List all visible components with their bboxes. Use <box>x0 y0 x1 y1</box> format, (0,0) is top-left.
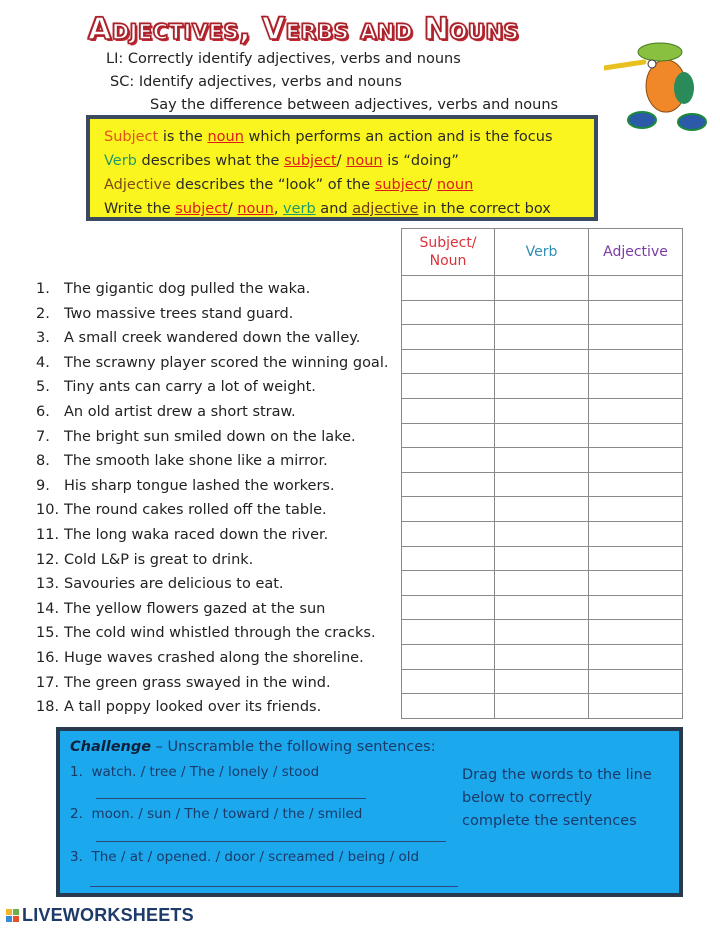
sentence-item <box>36 671 388 696</box>
sentence-item <box>36 326 388 351</box>
scramble-item-3[interactable] <box>70 849 419 865</box>
sentence-text: The round cakes rolled off the table. <box>64 502 327 519</box>
answer-cell-subject-noun[interactable] <box>402 349 495 374</box>
definition-verb <box>104 149 580 173</box>
answer-cell-verb[interactable] <box>495 644 589 669</box>
challenge-instructions: Drag the words to the line below to correctly complete the sentences <box>462 767 652 829</box>
scrambled-words[interactable]: The / at / opened. / door / screamed / being / old <box>91 849 420 865</box>
answer-cell-adjective[interactable] <box>589 423 683 448</box>
answer-cell-verb[interactable] <box>495 472 589 497</box>
text: / <box>427 177 437 193</box>
noun-term: noun <box>207 129 244 145</box>
answer-cell-subject-noun[interactable] <box>402 448 495 473</box>
success-criteria: SC: Identify adjectives, verbs and nouns <box>110 74 402 90</box>
sentence-number: 5. <box>36 379 50 396</box>
sentence-item <box>36 425 388 450</box>
sentence-number: 16. <box>36 649 60 666</box>
answer-cell-subject-noun[interactable] <box>402 571 495 596</box>
sentence-text: A small creek wandered down the valley. <box>64 330 361 347</box>
answer-row <box>402 448 683 473</box>
text: and <box>315 201 353 217</box>
text: / <box>336 153 347 169</box>
text: is “doing” <box>382 153 459 169</box>
verb-term: Verb <box>104 153 137 169</box>
answer-cell-verb[interactable] <box>495 571 589 596</box>
answer-cell-adjective[interactable] <box>589 546 683 571</box>
sentence-number: 12. <box>36 551 60 568</box>
sentence-item <box>36 597 388 622</box>
scrambled-words[interactable]: watch. / tree / The / lonely / stood <box>91 764 320 780</box>
answer-row <box>402 521 683 546</box>
answer-cell-adjective[interactable] <box>589 669 683 694</box>
sentence-number: 15. <box>36 625 60 642</box>
answer-row <box>402 644 683 669</box>
sentence-text: His sharp tongue lashed the workers. <box>64 477 335 494</box>
answer-cell-adjective[interactable] <box>589 300 683 325</box>
sentence-item <box>36 351 388 376</box>
item-number: 1. <box>70 764 83 780</box>
sentence-text: The green grass swayed in the wind. <box>64 674 331 691</box>
answer-cell-subject-noun[interactable] <box>402 497 495 522</box>
answer-cell-adjective[interactable] <box>589 276 683 301</box>
answer-cell-subject-noun[interactable] <box>402 595 495 620</box>
scramble-item-2[interactable] <box>70 806 362 822</box>
answer-cell-subject-noun[interactable] <box>402 546 495 571</box>
answer-cell-subject-noun[interactable] <box>402 620 495 645</box>
learning-intention: LI: Correctly identify adjectives, verbs and nouns <box>106 51 461 67</box>
answer-cell-verb[interactable] <box>495 349 589 374</box>
sentence-item <box>36 474 388 499</box>
answer-cell-adjective[interactable] <box>589 571 683 596</box>
answer-cell-subject-noun[interactable] <box>402 276 495 301</box>
answer-drop-line-2[interactable] <box>96 841 446 842</box>
sentence-number: 13. <box>36 576 60 593</box>
sentence-number: 3. <box>36 330 50 347</box>
text: describes the “look” of the <box>171 177 375 193</box>
answer-cell-adjective[interactable] <box>589 644 683 669</box>
answer-cell-adjective[interactable] <box>589 694 683 719</box>
brand-name: LIVEWORKSHEETS <box>22 905 194 925</box>
answer-row <box>402 276 683 301</box>
answer-cell-verb[interactable] <box>495 620 589 645</box>
sentence-item <box>36 621 388 646</box>
answer-row <box>402 620 683 645</box>
answer-cell-adjective[interactable] <box>589 325 683 350</box>
answer-cell-subject-noun[interactable] <box>402 669 495 694</box>
header-subject-noun: Subject/ Noun <box>402 229 495 276</box>
answer-cell-adjective[interactable] <box>589 374 683 399</box>
sentence-text: The gigantic dog pulled the waka. <box>64 281 311 297</box>
answer-cell-verb[interactable] <box>495 497 589 522</box>
definition-adjective <box>104 173 580 197</box>
definition-subject <box>104 125 580 149</box>
answer-row <box>402 472 683 497</box>
header-adjective: Adjective <box>589 229 683 276</box>
sentence-number: 18. <box>36 699 60 716</box>
sentence-item <box>36 572 388 597</box>
answer-cell-verb[interactable] <box>495 595 589 620</box>
sentence-list <box>36 277 388 720</box>
noun-term: noun <box>436 177 474 193</box>
sentence-number: 6. <box>36 403 50 420</box>
answer-row <box>402 595 683 620</box>
answer-cell-verb[interactable] <box>495 300 589 325</box>
subject-term: subject <box>284 153 337 169</box>
sentence-item <box>36 523 388 548</box>
answer-row <box>402 497 683 522</box>
sentence-number: 8. <box>36 453 50 470</box>
answer-cell-verb[interactable] <box>495 325 589 350</box>
challenge-label: Challenge <box>70 739 152 755</box>
sentence-text: The long waka raced down the river. <box>64 526 329 543</box>
sentence-item <box>36 400 388 425</box>
kiwi-mascot-icon <box>604 38 714 133</box>
verb-term: verb <box>283 201 316 217</box>
subject-term: Subject <box>104 129 159 145</box>
answer-cell-verb[interactable] <box>495 374 589 399</box>
answer-row <box>402 423 683 448</box>
answer-cell-subject-noun[interactable] <box>402 694 495 719</box>
answer-cell-subject-noun[interactable] <box>402 398 495 423</box>
answer-cell-verb[interactable] <box>495 546 589 571</box>
noun-term: noun <box>237 201 274 217</box>
text: describes what the <box>136 153 285 169</box>
answer-cell-verb[interactable] <box>495 423 589 448</box>
scrambled-words[interactable]: moon. / sun / The / toward / the / smiled <box>91 806 363 822</box>
answer-row <box>402 694 683 719</box>
challenge-box <box>56 727 683 897</box>
answer-cell-subject-noun[interactable] <box>402 521 495 546</box>
answer-drop-line-1[interactable] <box>96 798 366 799</box>
sentence-text: Cold L&P is great to drink. <box>64 551 254 568</box>
item-number: 2. <box>70 806 83 822</box>
sentence-text: Huge waves crashed along the shoreline. <box>64 649 364 666</box>
answer-cell-adjective[interactable] <box>589 398 683 423</box>
scramble-item-1[interactable] <box>70 764 319 780</box>
answer-cell-adjective[interactable] <box>589 595 683 620</box>
header-verb: Verb <box>495 229 589 276</box>
adjective-term: adjective <box>352 201 419 217</box>
logo-grid-icon <box>6 909 19 922</box>
answer-row <box>402 300 683 325</box>
answer-row <box>402 325 683 350</box>
text: is the <box>158 129 208 145</box>
sentence-number: 1. <box>36 281 50 297</box>
answer-cell-subject-noun[interactable] <box>402 325 495 350</box>
sentence-number: 10. <box>36 502 60 519</box>
sentence-text: An old artist drew a short straw. <box>64 403 296 420</box>
sentence-item <box>36 498 388 523</box>
answer-cell-adjective[interactable] <box>589 521 683 546</box>
item-number: 3. <box>70 849 83 865</box>
sentence-text: Savouries are delicious to eat. <box>64 576 284 593</box>
sentence-text: The scrawny player scored the winning goal. <box>64 354 389 371</box>
answer-cell-adjective[interactable] <box>589 472 683 497</box>
answer-cell-adjective[interactable] <box>589 620 683 645</box>
sentence-number: 4. <box>36 354 50 371</box>
answer-row <box>402 546 683 571</box>
sentence-item <box>36 302 388 327</box>
answer-cell-verb[interactable] <box>495 694 589 719</box>
subject-term: subject <box>175 201 228 217</box>
answer-cell-subject-noun[interactable] <box>402 472 495 497</box>
sentence-text: The bright sun smiled down on the lake. <box>64 428 356 445</box>
success-criteria-2: Say the difference between adjectives, verbs and nouns <box>150 97 559 113</box>
answer-cell-adjective[interactable] <box>589 349 683 374</box>
sentence-text: Tiny ants can carry a lot of weight. <box>64 379 316 396</box>
answer-cell-verb[interactable] <box>495 669 589 694</box>
sentence-text: A tall poppy looked over its friends. <box>64 699 322 716</box>
answer-row <box>402 669 683 694</box>
subject-term: subject <box>374 177 428 193</box>
answer-cell-subject-noun[interactable] <box>402 374 495 399</box>
definition-instruction <box>104 197 580 221</box>
sentence-item <box>36 646 388 671</box>
answer-cell-verb[interactable] <box>495 276 589 301</box>
worksheet-title: Adjectives, Verbs and Nouns <box>88 12 520 47</box>
answer-cell-verb[interactable] <box>495 521 589 546</box>
sentence-number: 14. <box>36 600 60 617</box>
sentence-number: 9. <box>36 477 50 494</box>
challenge-title: – Unscramble the following sentences: <box>151 739 436 755</box>
noun-term: noun <box>346 153 383 169</box>
sentence-text: The cold wind whistled through the cracks. <box>64 625 376 642</box>
text: Write the <box>104 201 176 217</box>
sentence-text: The yellow flowers gazed at the sun <box>64 600 326 617</box>
answer-row <box>402 398 683 423</box>
answer-row <box>402 349 683 374</box>
sentence-number: 7. <box>36 428 50 445</box>
sentence-item <box>36 277 388 302</box>
answer-cell-verb[interactable] <box>495 448 589 473</box>
sentence-number: 11. <box>36 526 60 543</box>
text: , <box>273 201 284 217</box>
answer-table <box>401 228 683 719</box>
answer-cell-subject-noun[interactable] <box>402 423 495 448</box>
answer-cell-subject-noun[interactable] <box>402 300 495 325</box>
sentence-item <box>36 548 388 573</box>
text: / <box>227 201 238 217</box>
answer-cell-adjective[interactable] <box>589 448 683 473</box>
text: in the correct box <box>418 201 551 217</box>
sentence-number: 2. <box>36 305 50 322</box>
sentence-text: The smooth lake shone like a mirror. <box>64 453 328 470</box>
sentence-item <box>36 695 388 720</box>
answer-cell-subject-noun[interactable] <box>402 644 495 669</box>
sentence-text: Two massive trees stand guard. <box>64 305 294 322</box>
answer-cell-adjective[interactable] <box>589 497 683 522</box>
answer-row <box>402 374 683 399</box>
sentence-item <box>36 375 388 400</box>
answer-drop-line-3[interactable] <box>90 886 458 887</box>
text: which performs an action and is the focus <box>243 129 553 145</box>
answer-row <box>402 571 683 596</box>
sentence-number: 17. <box>36 674 60 691</box>
sentence-item <box>36 449 388 474</box>
definitions-box <box>86 115 598 221</box>
challenge-heading <box>70 739 436 755</box>
liveworksheets-logo <box>6 905 194 926</box>
adjective-term: Adjective <box>104 177 172 193</box>
answer-cell-verb[interactable] <box>495 398 589 423</box>
